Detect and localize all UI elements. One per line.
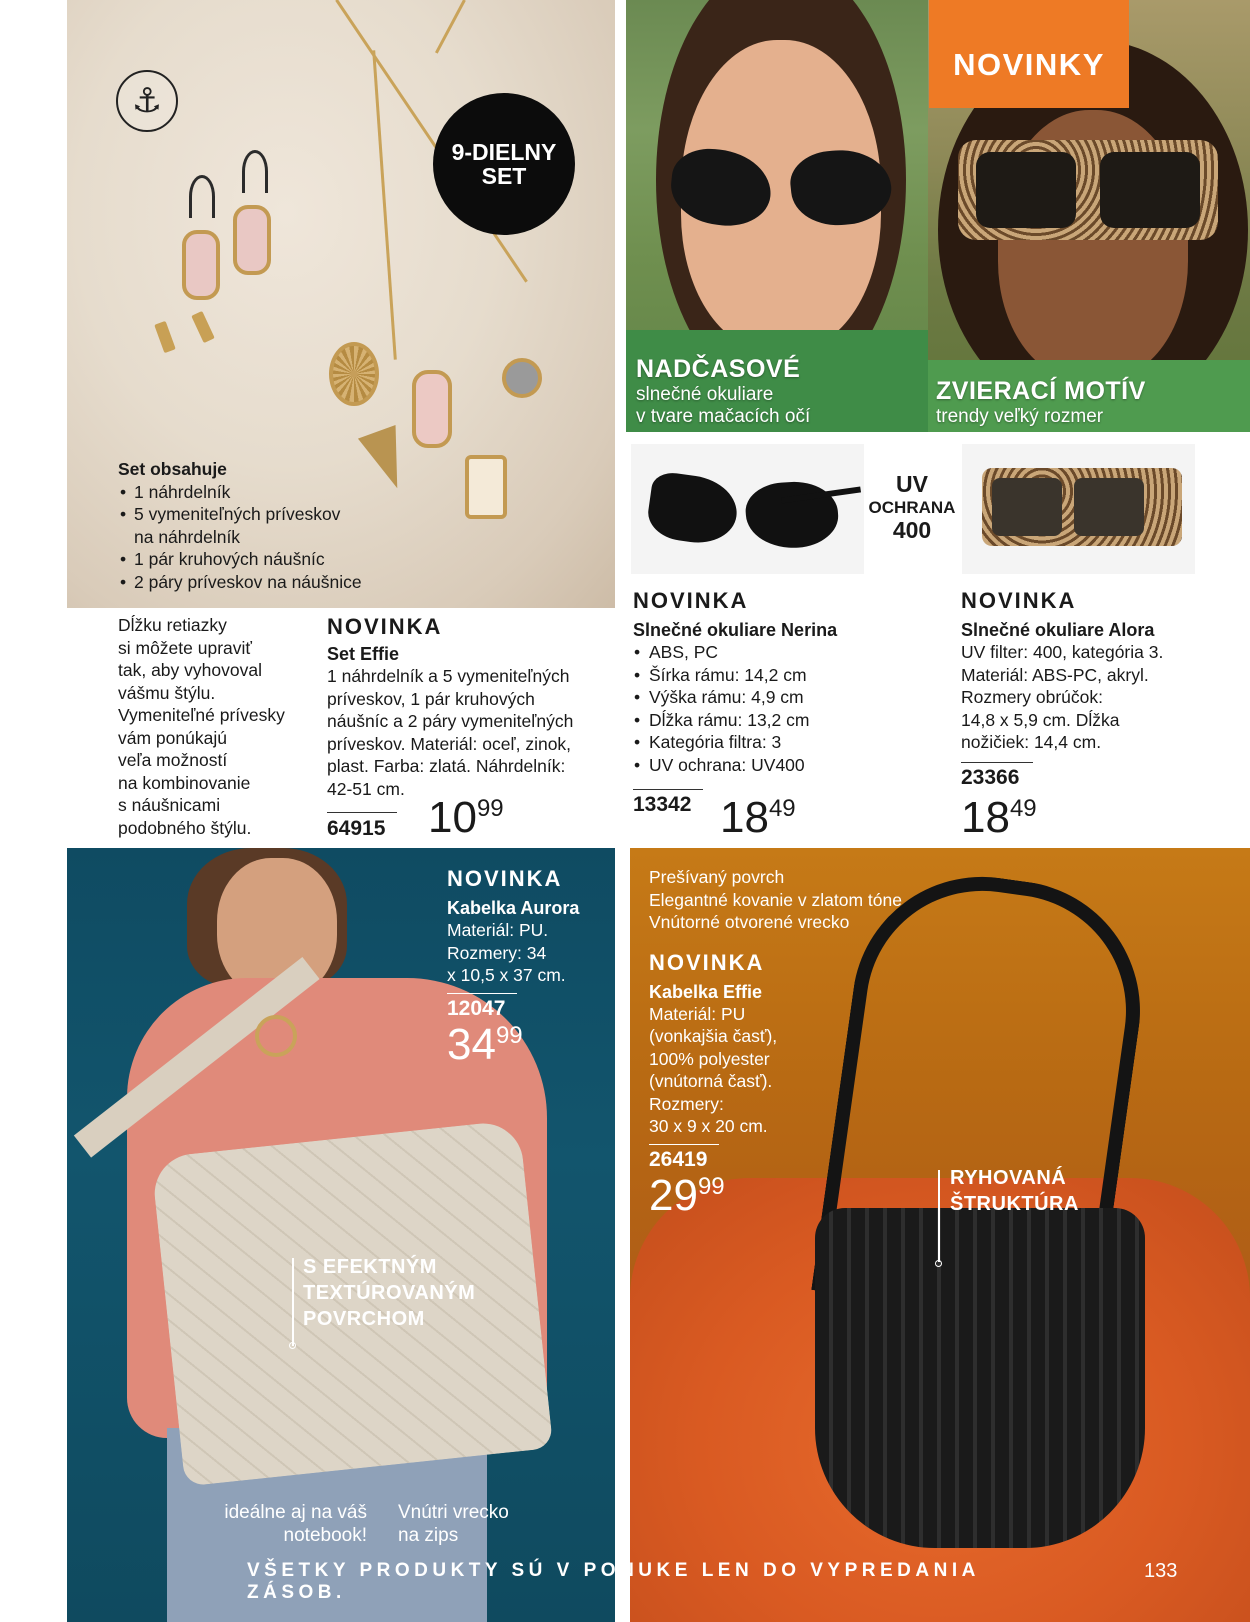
description-line: nožičiek: 14,4 cm. (961, 732, 1102, 752)
nerina-product (633, 588, 923, 776)
set-badge-line2: SET (481, 163, 527, 189)
price (720, 793, 796, 842)
product-code: 23366 (961, 762, 1033, 790)
pendant-pink (412, 370, 452, 448)
sunglasses-lens (992, 478, 1062, 536)
set-badge-line1: 9-DIELNY (451, 139, 557, 165)
price-integer: 34 (447, 1019, 496, 1069)
caption-animal (936, 377, 1146, 428)
note-line: Vnútri vrecko (398, 1502, 509, 1523)
pendant-pearl (465, 455, 507, 519)
pendant-crystal (502, 358, 542, 398)
product-code: 26419 (649, 1144, 719, 1172)
uv-line: UV (896, 471, 928, 497)
sunglasses-lens (645, 470, 741, 548)
price-integer: 29 (649, 1170, 698, 1220)
anchor-logo (116, 70, 178, 132)
spec-item: • Kategória filtra: 3 (633, 731, 923, 754)
description-line: plast. Farba: zlatá. Náhrdelník: (327, 756, 566, 776)
description-line: 42-51 cm. (327, 778, 405, 799)
effie-bag (815, 1208, 1145, 1548)
price-decimal: 49 (768, 795, 796, 822)
novinka-badge: NOVINKA (447, 866, 563, 891)
set-contents-heading: Set obsahuje (118, 459, 227, 479)
description-line: Rozmery: (649, 1093, 724, 1114)
product-code: 64915 (327, 812, 397, 841)
price-decimal: 99 (476, 795, 504, 822)
earring-hook (242, 150, 268, 193)
caption-line: trendy veľký rozmer (936, 406, 1104, 427)
description-line: Materiál: PU. (447, 920, 549, 940)
set-contents-item: • 5 vymeniteľných príveskov (118, 503, 448, 526)
note-line: ideálne aj na váš (224, 1502, 367, 1523)
callout-line: RYHOVANÁ (950, 1167, 1067, 1189)
description-line: 14,8 x 5,9 cm. Dĺžka (961, 709, 1120, 730)
sunglasses-lens (1074, 478, 1144, 536)
product-description (961, 641, 1241, 754)
anchor-icon: ⚓ (131, 82, 163, 120)
callout-line: POVRCHOM (303, 1308, 425, 1330)
callout-line: S EFEKTNÝM (303, 1256, 437, 1278)
spec-item: • Dĺžka rámu: 13,2 cm (633, 709, 923, 732)
caption-title: ZVIERACÍ MOTÍV (936, 377, 1146, 405)
callout-dot (935, 1260, 942, 1267)
earring-hook (189, 175, 215, 218)
chain-note-line: tak, aby vyhovoval (118, 660, 262, 680)
caption-cat-eye (636, 355, 810, 428)
chain-note-line: veľa možností (118, 750, 228, 770)
description-line: príveskov. Materiál: oceľ, zinok, (327, 733, 572, 754)
novinka-badge: NOVINKA (649, 949, 765, 975)
price-integer: 10 (428, 793, 477, 842)
callout-pointer (292, 1258, 294, 1346)
bag-features (649, 866, 949, 934)
product-description (327, 665, 617, 800)
product-description (649, 1003, 949, 1138)
callout-line: TEXTÚROVANÝM (303, 1282, 476, 1304)
product-name: Kabelka Aurora (447, 898, 580, 918)
sunglasses-lens (744, 479, 840, 551)
uv-protection-badge (862, 473, 962, 542)
availability-note: VŠETKY PRODUKTY SÚ V PONUKE LEN DO VYPREDANIA ZÁSOB. (247, 1560, 980, 1603)
product-shot-alora (962, 444, 1195, 574)
bag-ring (255, 1015, 297, 1057)
set-contents-item: • 1 náhrdelník (118, 481, 448, 504)
chain-note-line: si môžete upraviť (118, 637, 252, 658)
set-badge (433, 93, 575, 235)
description-line: UV filter: 400, kategória 3. (961, 642, 1164, 662)
product-code: 12047 (447, 993, 517, 1021)
description-line: náušníc a 2 páry vymeniteľných (327, 711, 574, 731)
description-line: 1 náhrdelník a 5 vymeniteľných (327, 666, 570, 686)
description-line: Rozmery obrúčok: (961, 687, 1103, 707)
aurora-callout (303, 1254, 475, 1332)
spec-item: • Výška rámu: 4,9 cm (633, 686, 923, 709)
description-line: Materiál: PU (649, 1003, 746, 1024)
product-name: Set Effie (327, 644, 400, 664)
note-line: notebook! (283, 1524, 367, 1546)
set-effie-product (327, 614, 617, 800)
novinky-badge: NOVINKY (929, 0, 1129, 108)
feature-line: Vnútorné otvorené vrecko (649, 912, 850, 932)
effie-callout (950, 1165, 1079, 1217)
chain-note-line: vám ponúkajú (118, 727, 227, 748)
chain-note-line: Dĺžku retiazky (118, 615, 227, 635)
pendant-sun (329, 342, 379, 406)
price-decimal: 49 (1009, 795, 1037, 822)
effie-bag-product (649, 866, 949, 1218)
alora-product (961, 588, 1241, 754)
product-description (447, 919, 617, 987)
set-contents-item: • 1 pár kruhových náušníc (118, 548, 448, 571)
aurora-note-notebook (212, 1502, 367, 1547)
aurora-product (447, 866, 617, 1067)
sunglasses-lens (976, 152, 1076, 228)
spec-item: • UV ochrana: UV400 (633, 754, 923, 777)
description-line: 30 x 9 x 20 cm. (649, 1116, 768, 1136)
price (428, 793, 504, 842)
earring-charm (154, 321, 176, 353)
product-code: 13342 (633, 789, 703, 817)
price (447, 1019, 617, 1069)
price (961, 793, 1037, 842)
earring (233, 205, 271, 275)
set-contents-item-cont: na náhrdelník (134, 526, 241, 547)
description-line: x 10,5 x 37 cm. (447, 965, 566, 985)
spec-item: • Šírka rámu: 14,2 cm (633, 664, 923, 687)
product-name: Slnečné okuliare Nerina (633, 620, 838, 640)
set-contents (118, 458, 448, 593)
aurora-note-zip (398, 1502, 548, 1547)
price-integer: 18 (961, 793, 1010, 842)
product-name: Kabelka Effie (649, 981, 763, 1002)
novinka-badge: NOVINKA (633, 588, 749, 613)
price-decimal: 99 (495, 1021, 523, 1049)
sunglasses-lens (1100, 152, 1200, 228)
feature-line: Elegantné kovanie v zlatom tóne (649, 889, 902, 910)
feature-line: Prešívaný povrch (649, 867, 785, 887)
chain-note-line: podobného štýlu. (118, 817, 252, 838)
chain-note-line: s náušnicami (118, 795, 221, 815)
description-line: Materiál: ABS-PC, akryl. (961, 664, 1149, 685)
caption-line: slnečné okuliare (636, 384, 774, 405)
caption-title: NADČASOVÉ (636, 355, 801, 383)
earring (182, 230, 220, 300)
novinka-badge: NOVINKA (327, 614, 443, 639)
description-line: (vnútorná časť). (649, 1071, 773, 1091)
uv-line: 400 (892, 517, 932, 543)
product-name: Slnečné okuliare Alora (961, 620, 1155, 640)
necklace-chain (372, 50, 397, 359)
price-decimal: 99 (697, 1172, 725, 1200)
set-contents-item: • 2 páry príveskov na náušnice (118, 571, 448, 594)
price (649, 1170, 949, 1220)
description-line: príveskov, 1 pár kruhových (327, 688, 535, 709)
novinka-badge: NOVINKA (961, 588, 1077, 613)
callout-line: ŠTRUKTÚRA (950, 1193, 1079, 1215)
note-line: na zips (398, 1524, 459, 1546)
callout-pointer (938, 1170, 940, 1262)
callout-dot (289, 1342, 296, 1349)
necklace-chain (435, 0, 466, 54)
uv-line: OCHRANA (868, 498, 956, 517)
page-number: 133 (1144, 1560, 1178, 1582)
chain-note-line: vášmu štýlu. (118, 682, 216, 703)
chain-note-line: na kombinovanie (118, 772, 251, 793)
spec-item: • ABS, PC (633, 641, 923, 664)
description-line: (vonkajšia časť), (649, 1026, 778, 1046)
description-line: 100% polyester (649, 1048, 770, 1069)
chain-note (118, 614, 298, 839)
chain-note-line: Vymeniteľné prívesky (118, 705, 285, 725)
caption-line: v tvare mačacích očí (636, 406, 811, 427)
price-integer: 18 (720, 793, 769, 842)
product-specs (633, 641, 923, 776)
description-line: Rozmery: 34 (447, 942, 547, 963)
product-shot-nerina (631, 444, 864, 574)
earring-charm (191, 311, 215, 343)
